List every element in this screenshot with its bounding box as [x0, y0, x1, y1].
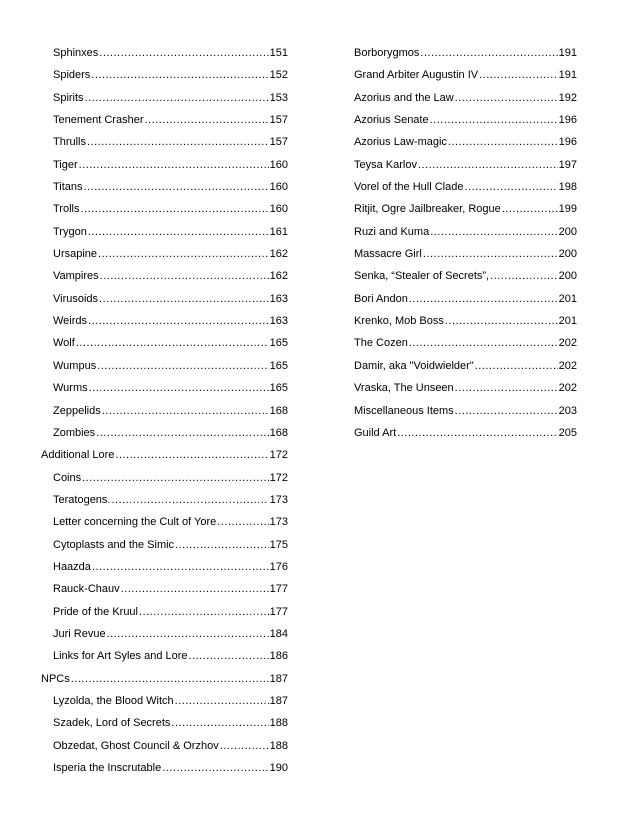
toc-entry-title: Pride of the Kruul: [53, 605, 138, 618]
toc-entry-page: 199: [558, 203, 577, 216]
toc-entry-title: Tiger: [53, 158, 78, 171]
toc-entry-title: Rauck-Chauv: [53, 583, 120, 596]
toc-entry-title: Damir, aka "Voidwielder": [354, 359, 474, 372]
toc-entry-title: Spiders: [53, 69, 91, 82]
toc-leader-dots: [475, 357, 558, 375]
toc-entry-page: 162: [269, 248, 288, 261]
toc-leader-dots: [99, 44, 268, 62]
toc-entry[interactable]: [342, 357, 577, 379]
toc-entry-page: 184: [269, 627, 288, 640]
toc-entry[interactable]: [41, 223, 288, 245]
toc-entry-title: Borborygmos: [354, 47, 420, 59]
toc-entry-title: Ruzi and Kuma: [354, 225, 430, 238]
toc-entry-page: 202: [558, 382, 577, 395]
toc-entry[interactable]: [41, 625, 288, 647]
toc-entry-title: Weirds: [53, 315, 88, 328]
toc-entry[interactable]: [41, 580, 288, 602]
toc-entry-title: Lyzolda, the Blood Witch: [53, 694, 174, 707]
toc-entry-page: 173: [269, 516, 288, 529]
toc-entry-page: 172: [269, 471, 288, 484]
toc-leader-dots: [455, 379, 558, 397]
toc-entry-title: Cytoplasts and the Simic: [53, 538, 175, 551]
toc-entry[interactable]: [41, 357, 288, 379]
toc-leader-dots: [420, 44, 557, 62]
toc-leader-dots: [145, 111, 269, 129]
toc-entry[interactable]: [342, 133, 577, 155]
toc-entry-title: Sphinxes: [53, 47, 99, 59]
toc-entry-page: 188: [269, 739, 288, 752]
toc-entry-title: Additional Lore: [41, 449, 115, 462]
toc-entry-title: Wolf: [53, 337, 75, 350]
toc-leader-dots: [102, 402, 269, 420]
toc-entry-page: 177: [269, 605, 288, 618]
toc-leader-dots: [76, 334, 269, 352]
toc-entry-title: Teysa Karlov: [354, 158, 417, 171]
toc-entry-page: 163: [269, 292, 288, 305]
toc-entry-page: 160: [269, 158, 288, 171]
toc-leader-dots: [479, 66, 558, 84]
toc-leader-dots: [418, 156, 558, 174]
toc-leader-dots: [107, 625, 269, 643]
toc-entry-title: Vorel of the Hull Clade: [354, 181, 464, 194]
toc-entry-page: 157: [269, 136, 288, 149]
toc-leader-dots: [455, 402, 558, 420]
toc-entry-title: Virusoids: [53, 292, 99, 305]
toc-entry-page: 205: [558, 426, 577, 439]
toc-entry[interactable]: [342, 200, 577, 222]
toc-entry[interactable]: [41, 178, 288, 200]
toc-entry-title: Miscellaneous Items: [354, 404, 454, 417]
toc-entry[interactable]: [41, 334, 288, 356]
toc-leader-dots: [445, 312, 558, 330]
toc-entry[interactable]: [342, 223, 577, 245]
toc-entry[interactable]: [41, 200, 288, 222]
toc-entry-page: 165: [269, 337, 288, 350]
toc-entry-page: 187: [269, 672, 288, 685]
toc-entry[interactable]: [41, 379, 288, 401]
toc-leader-dots: [448, 133, 558, 151]
toc-leader-dots: [162, 759, 268, 777]
toc-entry-page: 197: [558, 158, 577, 171]
toc-entry-title: Tenement Crasher: [53, 114, 144, 127]
toc-entry[interactable]: [342, 178, 577, 200]
toc-entry-page: 202: [558, 359, 577, 372]
toc-entry-title: Grand Arbiter Augustin IV: [354, 69, 479, 82]
toc-entry-title: Links for Art Syles and Lore: [53, 650, 188, 663]
toc-entry[interactable]: [342, 66, 577, 88]
toc-entry[interactable]: [41, 402, 288, 424]
toc-entry-page: 200: [558, 248, 577, 261]
toc-entry[interactable]: [41, 290, 288, 312]
toc-entry-title: Senka, “Stealer of Secrets”,: [354, 270, 490, 283]
toc-entry[interactable]: [342, 402, 577, 424]
toc-entry-page: 196: [558, 136, 577, 149]
toc-entry[interactable]: [342, 290, 577, 312]
toc-entry-title: Spirits: [53, 91, 84, 104]
toc-entry-page: 201: [558, 292, 577, 305]
toc-entry-page: 161: [269, 225, 288, 238]
toc-entry-title: Bori Andon: [354, 292, 408, 305]
toc-entry[interactable]: [41, 737, 288, 759]
toc-leader-dots: [84, 178, 269, 196]
toc-entry[interactable]: [41, 111, 288, 133]
toc-leader-dots: [464, 178, 557, 196]
toc-entry-title: Vampires: [53, 270, 99, 283]
toc-entry-title: Haazda: [53, 560, 91, 573]
toc-leader-dots: [89, 379, 269, 397]
toc-entry[interactable]: [41, 133, 288, 155]
toc-entry[interactable]: [41, 670, 288, 692]
toc-entry-title: Ursapine: [53, 248, 98, 261]
toc-leader-dots: [502, 200, 558, 218]
toc-entry-page: 160: [269, 181, 288, 194]
toc-leader-dots: [409, 290, 558, 308]
toc-entry[interactable]: [342, 111, 577, 133]
toc-entry-title: Guild Art: [354, 426, 397, 439]
toc-column-right: [342, 44, 577, 446]
toc-entry-page: 172: [269, 449, 288, 462]
toc-leader-dots: [430, 223, 557, 241]
toc-entry[interactable]: [342, 334, 577, 356]
toc-leader-dots: [97, 357, 268, 375]
toc-leader-dots: [80, 200, 268, 218]
toc-leader-dots: [100, 267, 269, 285]
toc-entry-page: 177: [269, 583, 288, 596]
toc-leader-dots: [423, 245, 558, 263]
toc-entry[interactable]: [342, 424, 577, 446]
toc-entry[interactable]: [342, 89, 577, 111]
toc-leader-dots: [397, 424, 557, 442]
toc-entry[interactable]: [41, 491, 288, 513]
toc-leader-dots: [139, 603, 269, 621]
toc-entry-page: 198: [558, 181, 577, 194]
toc-entry-page: 175: [269, 538, 288, 551]
toc-entry-page: 157: [269, 114, 288, 127]
toc-entry-title: Azorius and the Law: [354, 91, 454, 104]
toc-entry[interactable]: [41, 424, 288, 446]
toc-entry-page: 196: [558, 114, 577, 127]
toc-entry[interactable]: [41, 44, 288, 66]
toc-leader-dots: [98, 245, 269, 263]
toc-entry[interactable]: [41, 714, 288, 736]
toc-entry[interactable]: [342, 267, 577, 289]
toc-entry-page: 168: [269, 404, 288, 417]
toc-leader-dots: [71, 670, 269, 688]
toc-entry[interactable]: [41, 312, 288, 334]
toc-column-left: [41, 44, 288, 781]
toc-entry-title: Krenko, Mob Boss: [354, 315, 444, 328]
toc-entry-page: 191: [558, 47, 577, 59]
toc-leader-dots: [79, 156, 269, 174]
toc-entry-title: Zombies: [53, 426, 96, 439]
toc-leader-dots: [85, 89, 269, 107]
toc-entry-title: Teratogens.: [53, 493, 111, 506]
toc-entry-title: Azorius Senate: [354, 114, 429, 127]
toc-entry[interactable]: [41, 469, 288, 491]
toc-entry[interactable]: [41, 156, 288, 178]
toc-entry-page: 187: [269, 694, 288, 707]
toc-entry[interactable]: [41, 89, 288, 111]
toc-leader-dots: [92, 558, 269, 576]
toc-entry-page: 200: [558, 270, 577, 283]
toc-entry-page: 203: [558, 404, 577, 417]
toc-entry-page: 188: [269, 717, 288, 730]
toc-leader-dots: [82, 469, 269, 487]
toc-leader-dots: [217, 513, 268, 531]
toc-entry-title: Ritjit, Ogre Jailbreaker, Rogue: [354, 203, 501, 216]
toc-entry-title: Massacre Girl: [354, 248, 422, 261]
toc-leader-dots: [175, 692, 269, 710]
toc-entry-page: 165: [269, 359, 288, 372]
toc-entry[interactable]: [342, 245, 577, 267]
toc-leader-dots: [87, 133, 269, 151]
toc-entry-page: 168: [269, 426, 288, 439]
toc-entry-page: 153: [269, 91, 288, 104]
toc-entry[interactable]: [342, 156, 577, 178]
toc-entry-title: Letter concerning the Cult of Yore: [53, 516, 217, 529]
toc-entry-title: Wumpus: [53, 359, 97, 372]
toc-entry-title: Szadek, Lord of Secrets: [53, 717, 171, 730]
toc-entry[interactable]: [41, 558, 288, 580]
toc-leader-dots: [96, 424, 268, 442]
toc-entry-page: 151: [269, 47, 288, 59]
toc-leader-dots: [220, 737, 269, 755]
toc-entry-page: 173: [269, 493, 288, 506]
toc-leader-dots: [455, 89, 558, 107]
toc-entry-title: Vraska, The Unseen: [354, 382, 454, 395]
toc-entry-title: The Cozen: [354, 337, 408, 350]
toc-entry[interactable]: [41, 603, 288, 625]
toc-entry-title: Thrulls: [53, 136, 87, 149]
toc-entry-page: 162: [269, 270, 288, 283]
toc-leader-dots: [111, 491, 268, 509]
toc-entry[interactable]: [342, 379, 577, 401]
toc-entry-page: 202: [558, 337, 577, 350]
toc-entry-title: Azorius Law-magic: [354, 136, 447, 149]
toc-entry[interactable]: [342, 44, 577, 66]
toc-entry-page: 192: [558, 91, 577, 104]
toc-leader-dots: [490, 267, 558, 285]
toc-entry[interactable]: [41, 692, 288, 714]
toc-leader-dots: [115, 446, 268, 464]
toc-entry-page: 186: [269, 650, 288, 663]
toc-entry[interactable]: [41, 759, 288, 781]
toc-entry-page: 200: [558, 225, 577, 238]
toc-entry-title: Zeppelids: [53, 404, 101, 417]
toc-entry[interactable]: [41, 66, 288, 88]
toc-entry-page: 165: [269, 382, 288, 395]
toc-entry[interactable]: [41, 267, 288, 289]
toc-leader-dots: [430, 111, 558, 129]
toc-entry[interactable]: [41, 536, 288, 558]
toc-entry-title: Wurms: [53, 382, 88, 395]
toc-entry[interactable]: [342, 312, 577, 334]
toc-entry[interactable]: [41, 513, 288, 535]
toc-entry[interactable]: [41, 446, 288, 468]
toc-leader-dots: [175, 536, 269, 554]
toc-entry[interactable]: [41, 647, 288, 669]
toc-entry-page: 163: [269, 315, 288, 328]
toc-leader-dots: [121, 580, 269, 598]
toc-entry-page: 160: [269, 203, 288, 216]
toc-entry-title: Coins: [53, 471, 82, 484]
toc-leader-dots: [88, 312, 269, 330]
toc-entry-title: Isperia the Inscrutable: [53, 762, 162, 774]
toc-leader-dots: [99, 290, 269, 308]
toc-entry-title: Obzedat, Ghost Council & Orzhov: [53, 739, 219, 752]
toc-leader-dots: [171, 714, 268, 732]
toc-entry-page: 191: [558, 69, 577, 82]
toc-entry-title: NPCs: [41, 672, 70, 685]
toc-entry-page: 190: [269, 762, 288, 774]
toc-entry[interactable]: [41, 245, 288, 267]
toc-leader-dots: [189, 647, 269, 665]
toc-entry-title: Trygon: [53, 225, 87, 238]
toc-leader-dots: [91, 66, 268, 84]
toc-leader-dots: [409, 334, 558, 352]
toc-entry-title: Juri Revue: [53, 627, 106, 640]
toc-entry-page: 152: [269, 69, 288, 82]
toc-entry-title: Trolls: [53, 203, 80, 216]
toc-leader-dots: [88, 223, 269, 241]
toc-entry-title: Titans: [53, 181, 83, 194]
toc-entry-page: 201: [558, 315, 577, 328]
toc-entry-page: 176: [269, 560, 288, 573]
